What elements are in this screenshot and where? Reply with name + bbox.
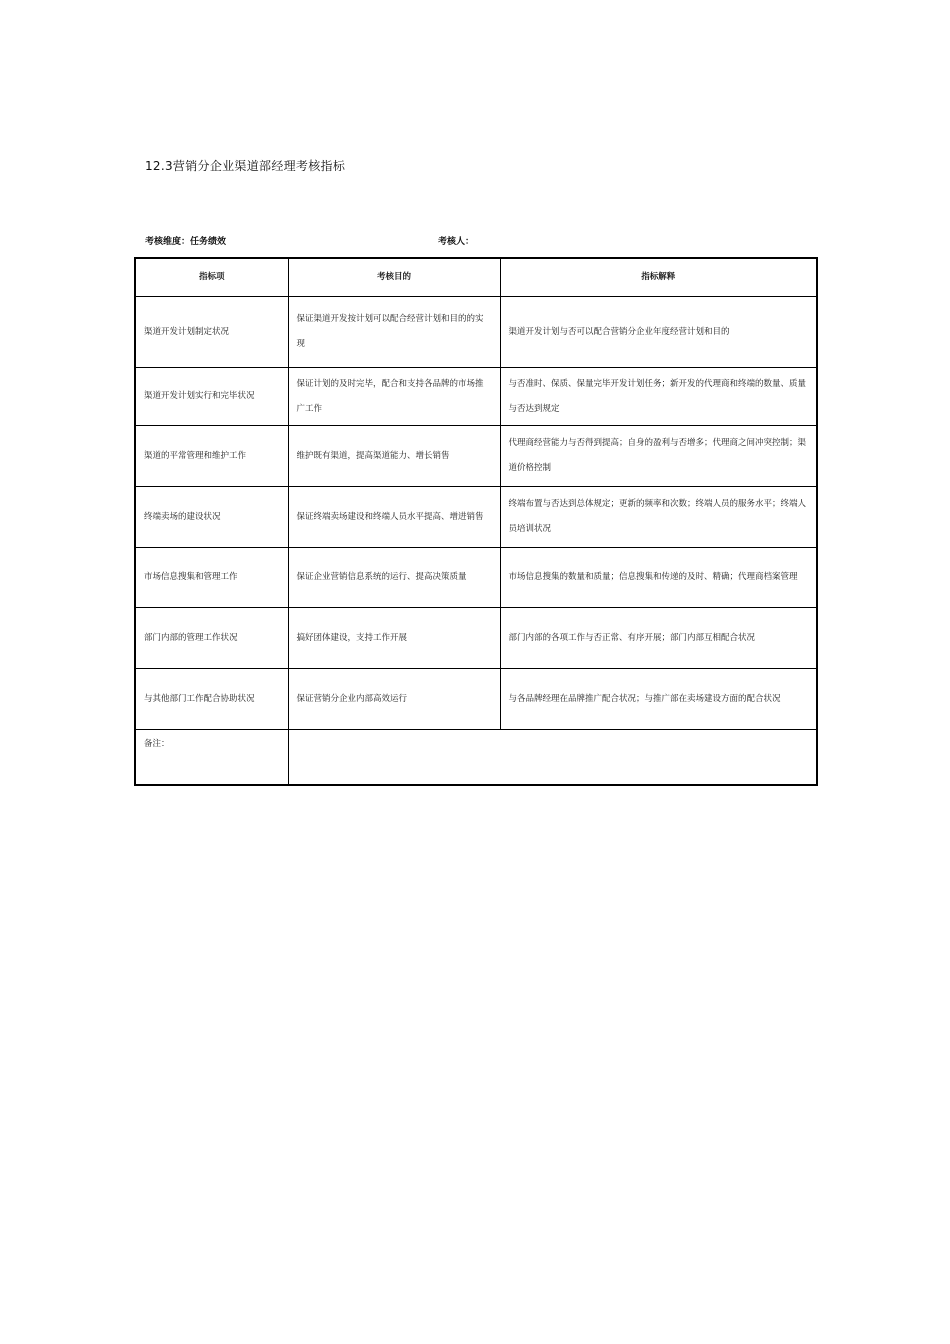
explanation-cell: 终端布置与否达到总体规定；更新的频率和次数；终端人员的服务水平；终端人员培训状况 bbox=[500, 487, 817, 548]
header-indicator: 指标项 bbox=[135, 258, 288, 297]
notes-value bbox=[288, 730, 817, 786]
kpi-table bbox=[134, 257, 818, 786]
explanation-cell: 部门内部的各项工作与否正常、有序开展；部门内部互相配合状况 bbox=[500, 608, 817, 669]
indicator-cell: 渠道开发计划实行和完毕状况 bbox=[135, 368, 288, 426]
table-row bbox=[135, 368, 817, 426]
purpose-cell: 维护既有渠道，提高渠道能力、增长销售 bbox=[288, 426, 500, 487]
table-row bbox=[135, 608, 817, 669]
explanation-cell: 市场信息搜集的数量和质量；信息搜集和传递的及时、精确；代理商档案管理 bbox=[500, 548, 817, 608]
purpose-cell: 保证营销分企业内部高效运行 bbox=[288, 669, 500, 730]
table-row bbox=[135, 548, 817, 608]
notes-row bbox=[135, 730, 817, 786]
indicator-cell: 终端卖场的建设状况 bbox=[135, 487, 288, 548]
explanation-cell: 与各品牌经理在品牌推广配合状况；与推广部在卖场建设方面的配合状况 bbox=[500, 669, 817, 730]
explanation-cell: 代理商经营能力与否得到提高；自身的盈利与否增多；代理商之间冲突控制；渠道价格控制 bbox=[500, 426, 817, 487]
indicator-cell: 市场信息搜集和管理工作 bbox=[135, 548, 288, 608]
table-row bbox=[135, 297, 817, 368]
purpose-cell: 保证企业营销信息系统的运行、提高决策质量 bbox=[288, 548, 500, 608]
table-row bbox=[135, 426, 817, 487]
purpose-cell: 保证终端卖场建设和终端人员水平提高、增进销售 bbox=[288, 487, 500, 548]
assessment-dimension-label: 考核维度：任务绩效 bbox=[145, 237, 227, 247]
explanation-cell: 与否准时、保质、保量完毕开发计划任务；新开发的代理商和终端的数量、质量与否达到规定 bbox=[500, 368, 817, 426]
assessor-label: 考核人： bbox=[438, 237, 475, 247]
table-row bbox=[135, 487, 817, 548]
page-title: 12.3营销分企业渠道部经理考核指标 bbox=[145, 159, 346, 173]
explanation-cell: 渠道开发计划与否可以配合营销分企业年度经营计划和目的 bbox=[500, 297, 817, 368]
purpose-cell: 搞好团体建设，支持工作开展 bbox=[288, 608, 500, 669]
indicator-cell: 与其他部门工作配合协助状况 bbox=[135, 669, 288, 730]
table-header-row bbox=[135, 258, 817, 297]
notes-label: 备注： bbox=[135, 730, 288, 786]
purpose-cell: 保证计划的及时完毕，配合和支持各品牌的市场推广工作 bbox=[288, 368, 500, 426]
indicator-cell: 部门内部的管理工作状况 bbox=[135, 608, 288, 669]
header-purpose: 考核目的 bbox=[288, 258, 500, 297]
table-row bbox=[135, 669, 817, 730]
header-explanation: 指标解释 bbox=[500, 258, 817, 297]
indicator-cell: 渠道的平常管理和维护工作 bbox=[135, 426, 288, 487]
purpose-cell: 保证渠道开发按计划可以配合经营计划和目的的实现 bbox=[288, 297, 500, 368]
indicator-cell: 渠道开发计划制定状况 bbox=[135, 297, 288, 368]
